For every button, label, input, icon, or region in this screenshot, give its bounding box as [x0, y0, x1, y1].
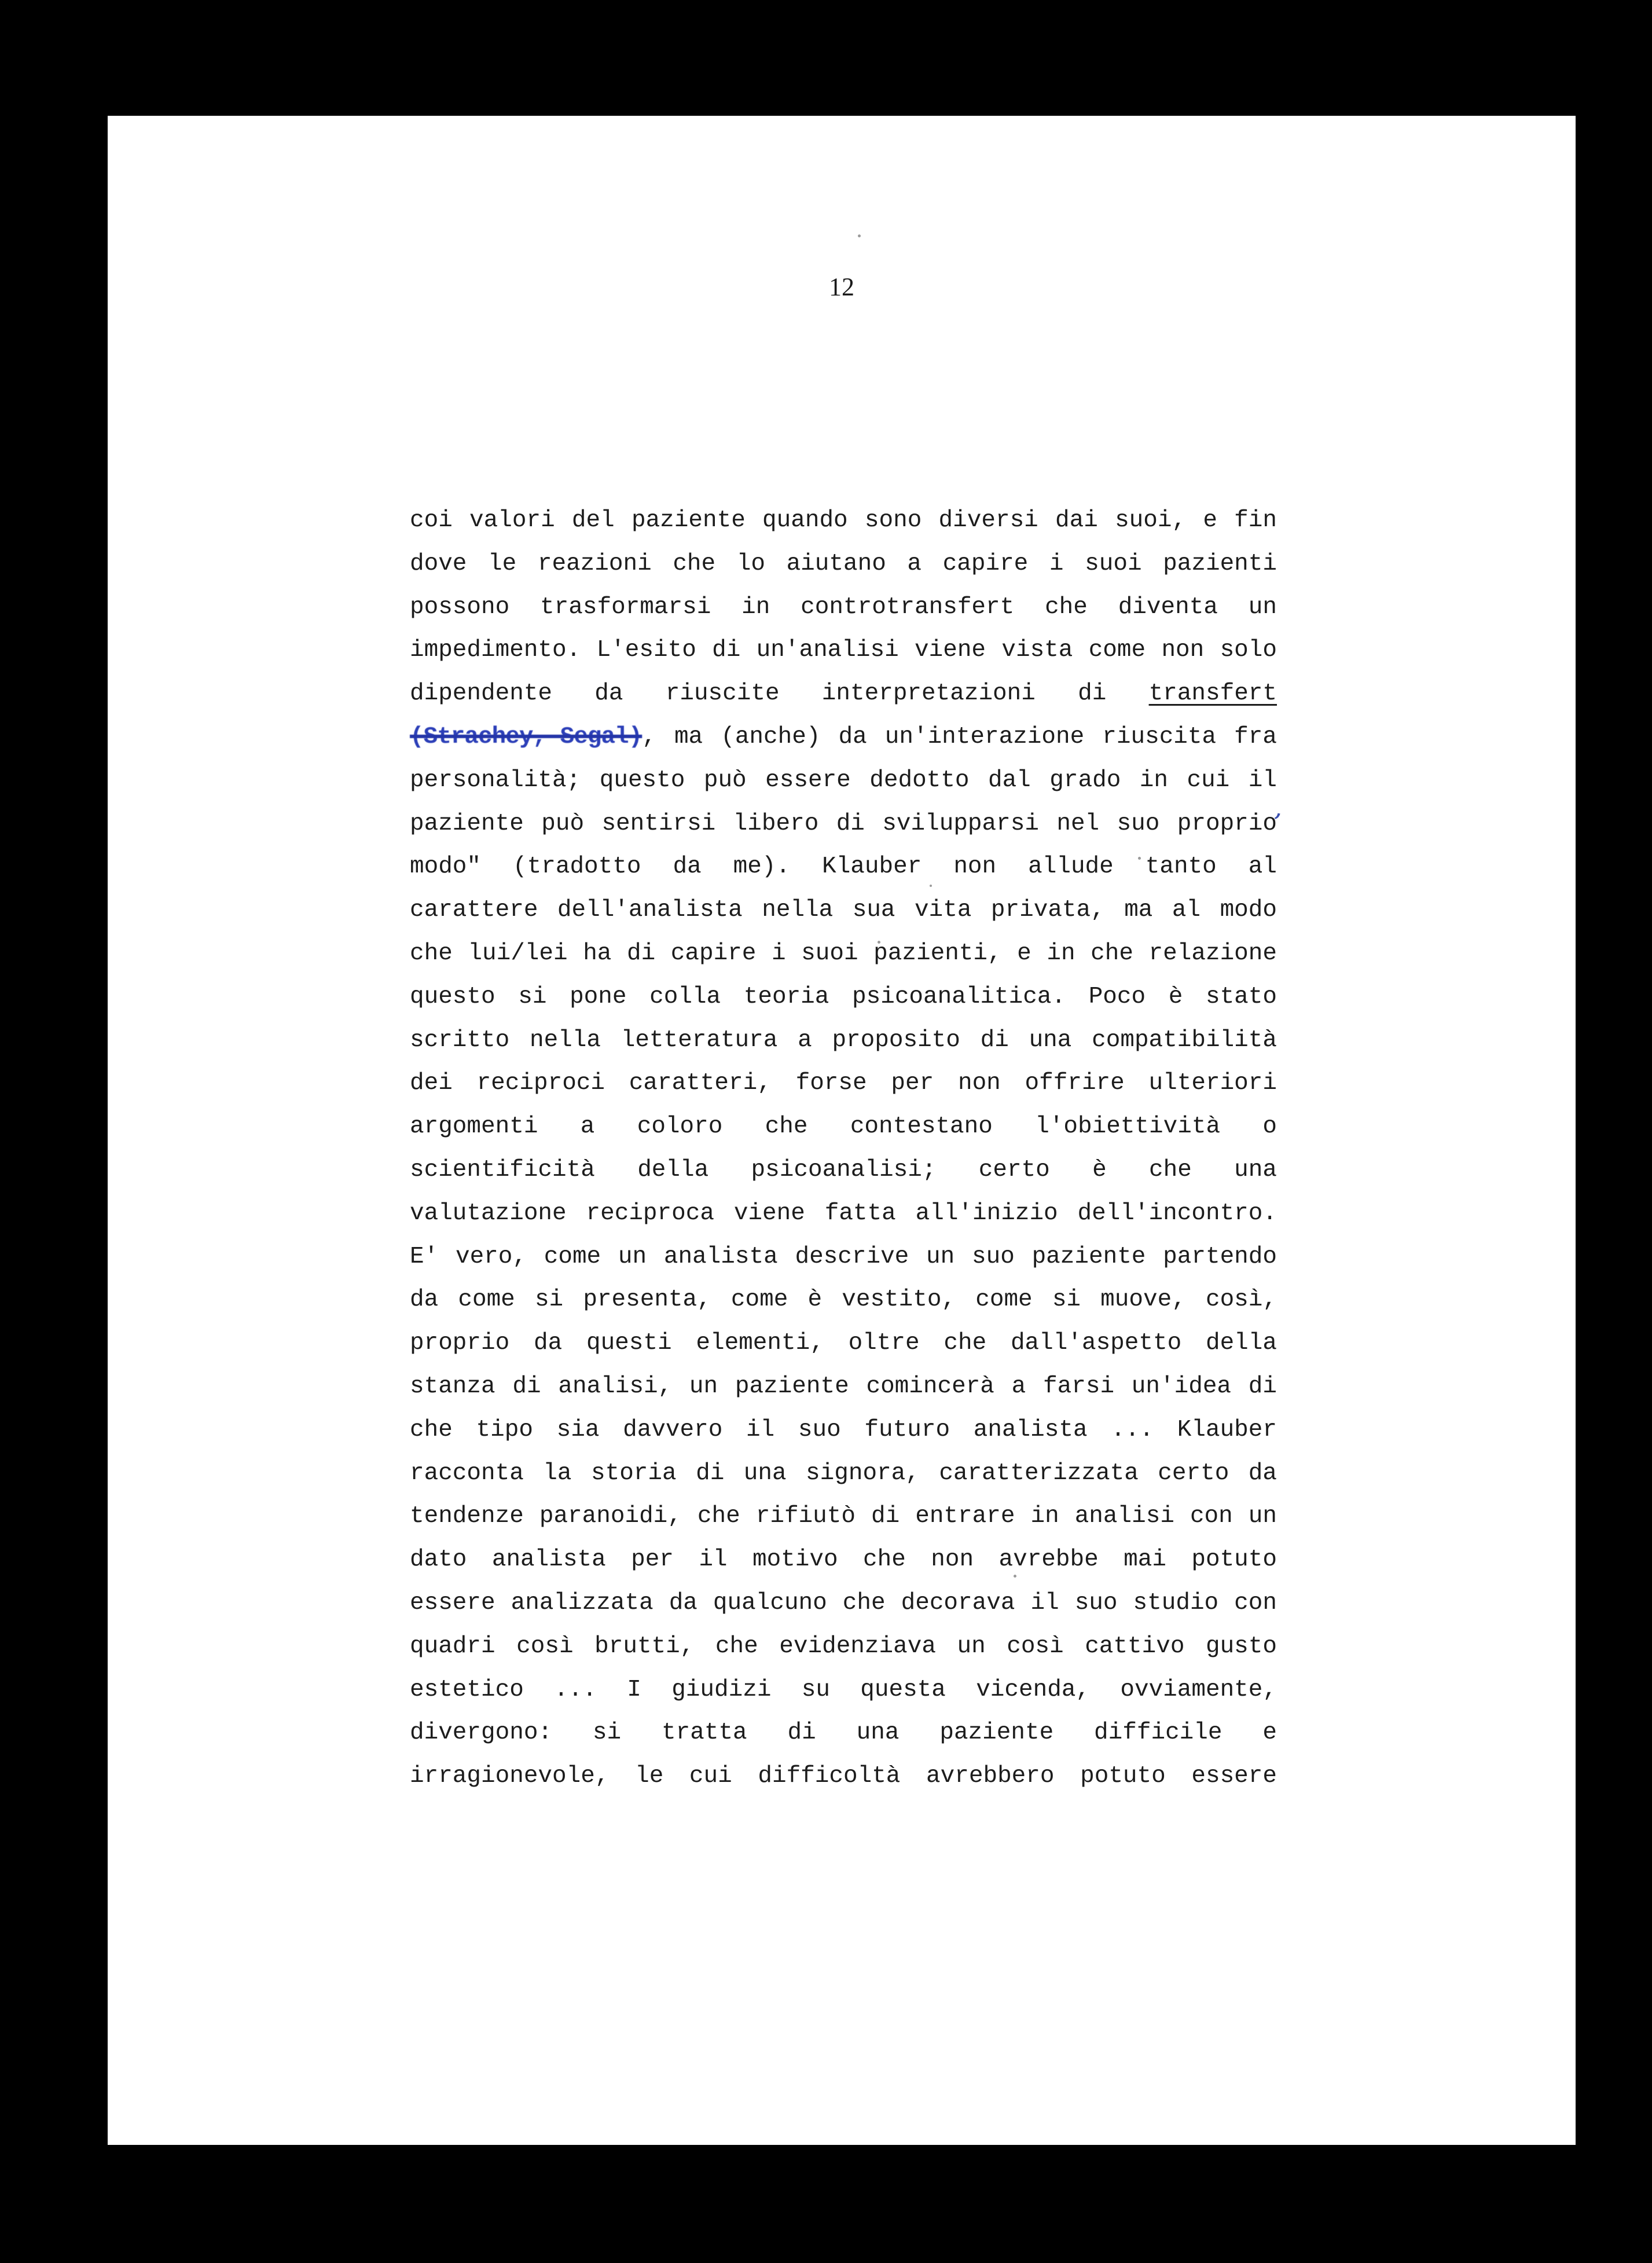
text-line-20: proprio da questi elementi, oltre che dall'aspetto della [410, 1330, 1277, 1357]
text-line-17: valutazione reciproca viene fatta all'inizio dell'incontro. [410, 1200, 1277, 1227]
text-line-23: racconta la storia di una signora, caratterizzata certo da [410, 1459, 1277, 1487]
text-line-18: E' vero, come un analista descrive un suo paziente partendo [410, 1243, 1277, 1270]
text-line-28: estetico ... I giudizi su questa vicenda, ovviamente, [410, 1676, 1277, 1703]
text-line-24: tendenze paranoidi, che rifiutò di entrare in analisi con un [410, 1503, 1277, 1530]
body-text [410, 499, 1277, 1798]
text-line-4: impedimento. L'esito di un'analisi viene vista come non solo [410, 637, 1277, 664]
text-line-3: possono trasformarsi in controtransfert che diventa un [410, 593, 1277, 621]
text-line-14: dei reciproci caratteri, forse per non offrire ulteriori [410, 1070, 1277, 1097]
handwritten-comma-mark: , [1272, 793, 1287, 823]
text-line-13: scritto nella letteratura a proposito di una compatibilità [410, 1026, 1277, 1054]
document-page [108, 116, 1576, 2145]
text-line-8: paziente può sentirsi libero di svilupparsi nel suo proprio [410, 810, 1277, 837]
text-line-26: essere analizzata da qualcuno che decorava il suo studio con [410, 1589, 1277, 1616]
text-line-16: scientificità della psicoanalisi; certo è che una [410, 1156, 1277, 1183]
page-number: 12 [829, 273, 854, 301]
text-line-11: che lui/lei ha di capire i suoi pazienti, e in che relazione [410, 940, 1277, 967]
text-line-19: da come si presenta, come è vestito, come si muove, così, [410, 1286, 1277, 1314]
text-line-5 [410, 672, 1277, 716]
text-line-27: quadri così brutti, che evidenziava un così cattivo gusto [410, 1633, 1277, 1660]
text-line-1: coi valori del paziente quando sono diversi dai suoi, e fin [410, 507, 1277, 534]
struck-citation: (Strachey, Segal) [410, 723, 643, 750]
text-line-30: irragionevole, le cui difficoltà avrebbero potuto essere [410, 1763, 1277, 1790]
text-line-25: dato analista per il motivo che non avrebbe mai potuto [410, 1546, 1277, 1574]
text-line-10: carattere dell'analista nella sua vita privata, ma al modo [410, 897, 1277, 924]
text-line-2: dove le reazioni che lo aiutano a capire i suoi pazienti [410, 550, 1277, 577]
text-line-29: divergono: si tratta di una paziente difficile e [410, 1719, 1277, 1747]
text-line-9: modo" (tradotto da me). Klauber non allude tanto al [410, 853, 1277, 881]
text-line-7: personalità; questo può essere dedotto dal grado in cui il [410, 766, 1277, 794]
text-line-6 [410, 716, 1277, 759]
text-line-6-rest: , ma (anche) da un'interazione riuscita fra [642, 723, 1277, 750]
paper-speck [858, 234, 861, 237]
text-line-22: che tipo sia davvero il suo futuro analista ... Klauber [410, 1416, 1277, 1443]
text-line-5-start: dipendente da riuscite interpretazioni di [410, 680, 1107, 707]
text-line-12: questo si pone colla teoria psicoanalitica. Poco è stato [410, 983, 1277, 1010]
text-line-21: stanza di analisi, un paziente comincerà a farsi un'idea di [410, 1373, 1277, 1400]
underlined-word: transfert [1148, 680, 1277, 707]
text-line-15: argomenti a coloro che contestano l'obiettività o [410, 1113, 1277, 1140]
